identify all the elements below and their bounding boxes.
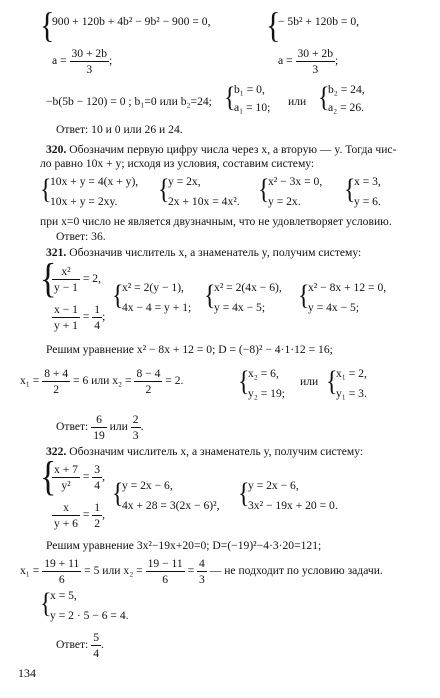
brace: { — [40, 588, 52, 620]
equation: − 5b² + 120b = 0, — [278, 15, 360, 28]
answer: Ответ: $\frac{5}{4}$ . — [56, 631, 104, 660]
brace: { — [40, 257, 57, 302]
paragraph: 321. Обозначив числитель x, а знаменатель y, получим систему: — [46, 246, 362, 259]
equation: 900 + 120b + 4b² − 9b² − 900 = 0, — [52, 15, 211, 28]
fraction: $\frac{4}{3}$ — [199, 557, 205, 586]
system-321e: { x₂ = 6, y₂ = 19; — [238, 364, 308, 404]
system-321d: { x² − 8x + 12 = 0, y = 4x − 5; — [298, 278, 418, 318]
system-1 — [40, 5, 240, 78]
brace: { — [266, 5, 281, 46]
system-320a: { 10x + y = 4(x + y), 10x + y = 2xy. — [40, 172, 160, 212]
fraction: $\frac{5}{4}$ — [93, 631, 99, 660]
fraction: $\frac{2}{3}$ — [132, 413, 139, 442]
brace: { — [204, 280, 216, 312]
brace: { — [318, 82, 330, 114]
fraction: $\frac{1}{2}$ — [94, 501, 101, 530]
fraction: $\frac{3}{4}$ — [94, 463, 101, 492]
brace: { — [224, 82, 236, 114]
system-322a: { $\frac{x + 7}{\text{y²}}$ = $\frac{3}{4}$ , $\frac{x}{y + 6}$ = $\frac{1}{2}$ , — [40, 455, 105, 530]
system-322d: { x = 5, y = 2 · 5 − 6 = 4. — [40, 586, 180, 626]
fraction: $\frac{30 + 2b}{3}$ — [71, 47, 108, 76]
brace: { — [112, 280, 124, 312]
system-320d: { x = 3, y = 6. — [344, 172, 404, 212]
fraction: $\frac{8 - 4}{2}$ — [136, 367, 161, 396]
brace: { — [326, 366, 338, 398]
fraction: $\frac{30 + 2b}{3}$ — [297, 47, 334, 76]
paragraph: 320. Обозначим первую цифру числа через x, а вторую — y. Тогда чис- — [46, 143, 397, 156]
equation: x₁ = $\frac{19 + 11}{6}$ = 5 или x₂ = $\frac{19 - 11}{6}$ = $\frac{4}{3}$ — не подходит по условию задачи. — [20, 557, 383, 586]
equation: x₁ = $\frac{8 + 4}{2}$ = 6 или x₂ = $\frac{8 - 4}{2}$ = 2. — [20, 367, 184, 396]
fraction: $\frac{19 + 11}{6}$ — [44, 557, 80, 586]
system-322b: { y = 2x − 6, 4x + 28 = 3(2x − 6)², — [112, 476, 252, 516]
fraction: $\frac{6}{19}$ — [93, 413, 105, 442]
equation: a = $\frac{30 + 2b}{3}$ ; — [52, 47, 113, 76]
brace: { — [344, 174, 356, 206]
paragraph: при x=0 число не является двузначным, что не удовлетворяет условию. — [40, 215, 392, 228]
page-number: 134 — [18, 666, 36, 680]
answer: Ответ: 36. — [56, 230, 106, 243]
brace: { — [298, 280, 310, 312]
system-321f: { x₁ = 2, y₁ = 3. — [326, 364, 396, 404]
fraction: $\frac{x}{y + 6}$ — [54, 501, 78, 530]
brace: { — [40, 455, 57, 500]
equation: −b(5b − 120) = 0 ; b₁=0 или b₂=24; — [46, 95, 212, 108]
answer: Ответ: $\frac{6}{19}$ или $\frac{2}{3}$ . — [56, 413, 144, 442]
system-322c: { y = 2x − 6, 3x² − 19x + 20 = 0. — [238, 476, 378, 516]
system-321a: { $\frac{\text{x²}}{y - 1}$ = 2, $\frac{x - 1}{y + 1}$ = $\frac{1}{4}$ ; — [40, 257, 106, 332]
system-320b: { y = 2x, 2x + 10x = 4x². — [158, 172, 258, 212]
system-320c: { x² − 3x = 0, y = 2x. — [258, 172, 338, 212]
system-4: { b₂ = 24, a₂ = 26. — [318, 80, 398, 120]
paragraph: Решим уравнение x² − 8x + 12 = 0; D = (−8)² − 4·1·12 = 16; — [46, 343, 333, 356]
system-321b: { x² = 2(y − 1), 4x − 4 = y + 1; — [112, 278, 212, 318]
paragraph: Решим уравнение 3x²−19x+20=0; D=(−19)²−4·3·20=121; — [46, 539, 322, 552]
fraction: $\frac{x + 7}{\text{y²}}$ — [54, 463, 78, 492]
brace: { — [238, 478, 250, 510]
system-321c: { x² = 2(4x − 6), y = 4x − 5; — [204, 278, 304, 318]
brace: { — [158, 174, 170, 206]
fraction: $\frac{19 - 11}{6}$ — [147, 557, 183, 586]
equation: a = $\frac{30 + 2b}{3}$ ; — [278, 47, 339, 76]
paragraph: ло равно 10x + y; исходя из условия, составим систему: — [40, 157, 315, 170]
fraction: $\frac{1}{4}$ — [94, 303, 101, 332]
brace: { — [112, 478, 124, 510]
fraction: $\frac{x - 1}{y + 1}$ — [54, 303, 78, 332]
fraction: $\frac{\text{x²}}{y - 1}$ — [54, 265, 78, 294]
answer: Ответ: 10 и 0 или 26 и 24. — [56, 123, 183, 136]
brace: { — [40, 5, 55, 46]
paragraph: 322. Обозначим числитель x, а знаменатель y, получим систему: — [46, 445, 364, 458]
brace: { — [258, 174, 270, 206]
system-2 — [266, 5, 426, 78]
brace: { — [40, 174, 52, 206]
fraction: $\frac{8 + 4}{2}$ — [44, 367, 69, 396]
system-3: { b₁ = 0, a₁ = 10; — [224, 80, 284, 120]
brace: { — [238, 366, 250, 398]
